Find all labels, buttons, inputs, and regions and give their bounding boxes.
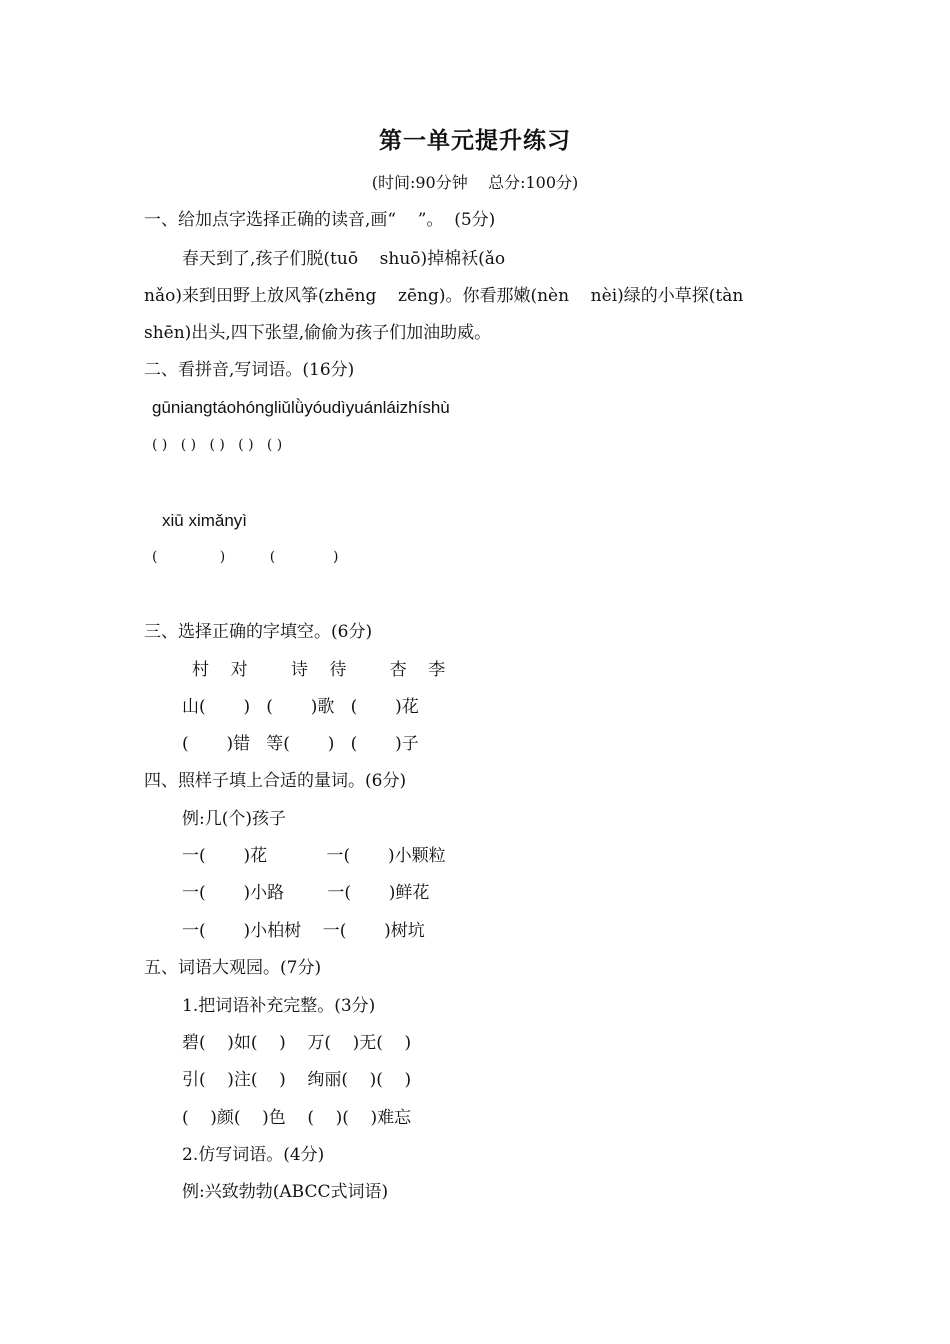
section-4-fill-row-2[interactable]: 一( )小路 一( )鲜花 — [182, 883, 430, 903]
section-5-fill-row-1[interactable]: 碧( )如( ) 万( )无( ) — [182, 1033, 412, 1053]
section-3-fill-row-1[interactable]: 山( ) ( )歌 ( )花 — [182, 697, 419, 717]
page-title: 第一单元提升练习 — [379, 127, 571, 154]
section-3-heading: 三、选择正确的字填空。(6分) — [144, 622, 373, 642]
section-2-pinyin-row-2: xiū ximǎnyì — [162, 511, 248, 530]
section-2-answer-blanks-1[interactable]: ( ) ( ) ( ) ( ) ( ) — [152, 437, 283, 453]
section-5-question-2: 2.仿写词语。(4分) — [182, 1145, 325, 1165]
section-5-heading: 五、词语大观园。(7分) — [144, 958, 322, 978]
section-4-heading: 四、照样子填上合适的量词。(6分) — [144, 771, 407, 791]
section-3-fill-row-2[interactable]: ( )错 等( ) ( )子 — [182, 734, 419, 754]
section-5-example: 例:兴致勃勃(ABCC式词语) — [182, 1182, 389, 1202]
time-and-score: (时间:90分钟 总分:100分) — [371, 173, 579, 192]
section-5-fill-row-2[interactable]: 引( )注( ) 绚丽( )( ) — [182, 1070, 412, 1090]
section-1-passage-line-1: 春天到了,孩子们脱(tuō shuō)掉棉袄(ǎo — [182, 249, 506, 269]
section-5-question-1: 1.把词语补充完整。(3分) — [182, 996, 376, 1016]
section-4-fill-row-1[interactable]: 一( )花 一( )小颗粒 — [182, 846, 446, 866]
section-3-character-choices: 村 对 诗 待 杏 李 — [192, 660, 446, 680]
section-2-pinyin-row-1: gūniangtáohóngliǔlǜyóudìyuánláizhíshù — [152, 398, 450, 417]
section-2-answer-blanks-2[interactable]: ( ) ( ) — [152, 549, 339, 565]
section-5-fill-row-3[interactable]: ( )颜( )色 ( )( )难忘 — [182, 1108, 412, 1128]
section-1-heading: 一、给加点字选择正确的读音,画“ ”。 (5分) — [144, 210, 496, 230]
section-1-passage-line-3: shēn)出头,四下张望,偷偷为孩子们加油助威。 — [144, 323, 492, 343]
section-1-passage-line-2: nǎo)来到田野上放风筝(zhēng zēng)。你看那嫩(nèn nèi)绿的小草探(tàn — [144, 286, 744, 306]
section-2-heading: 二、看拼音,写词语。(16分) — [144, 360, 355, 380]
section-4-example: 例:几(个)孩子 — [182, 809, 286, 829]
section-4-fill-row-3[interactable]: 一( )小柏树 一( )树坑 — [182, 921, 425, 941]
